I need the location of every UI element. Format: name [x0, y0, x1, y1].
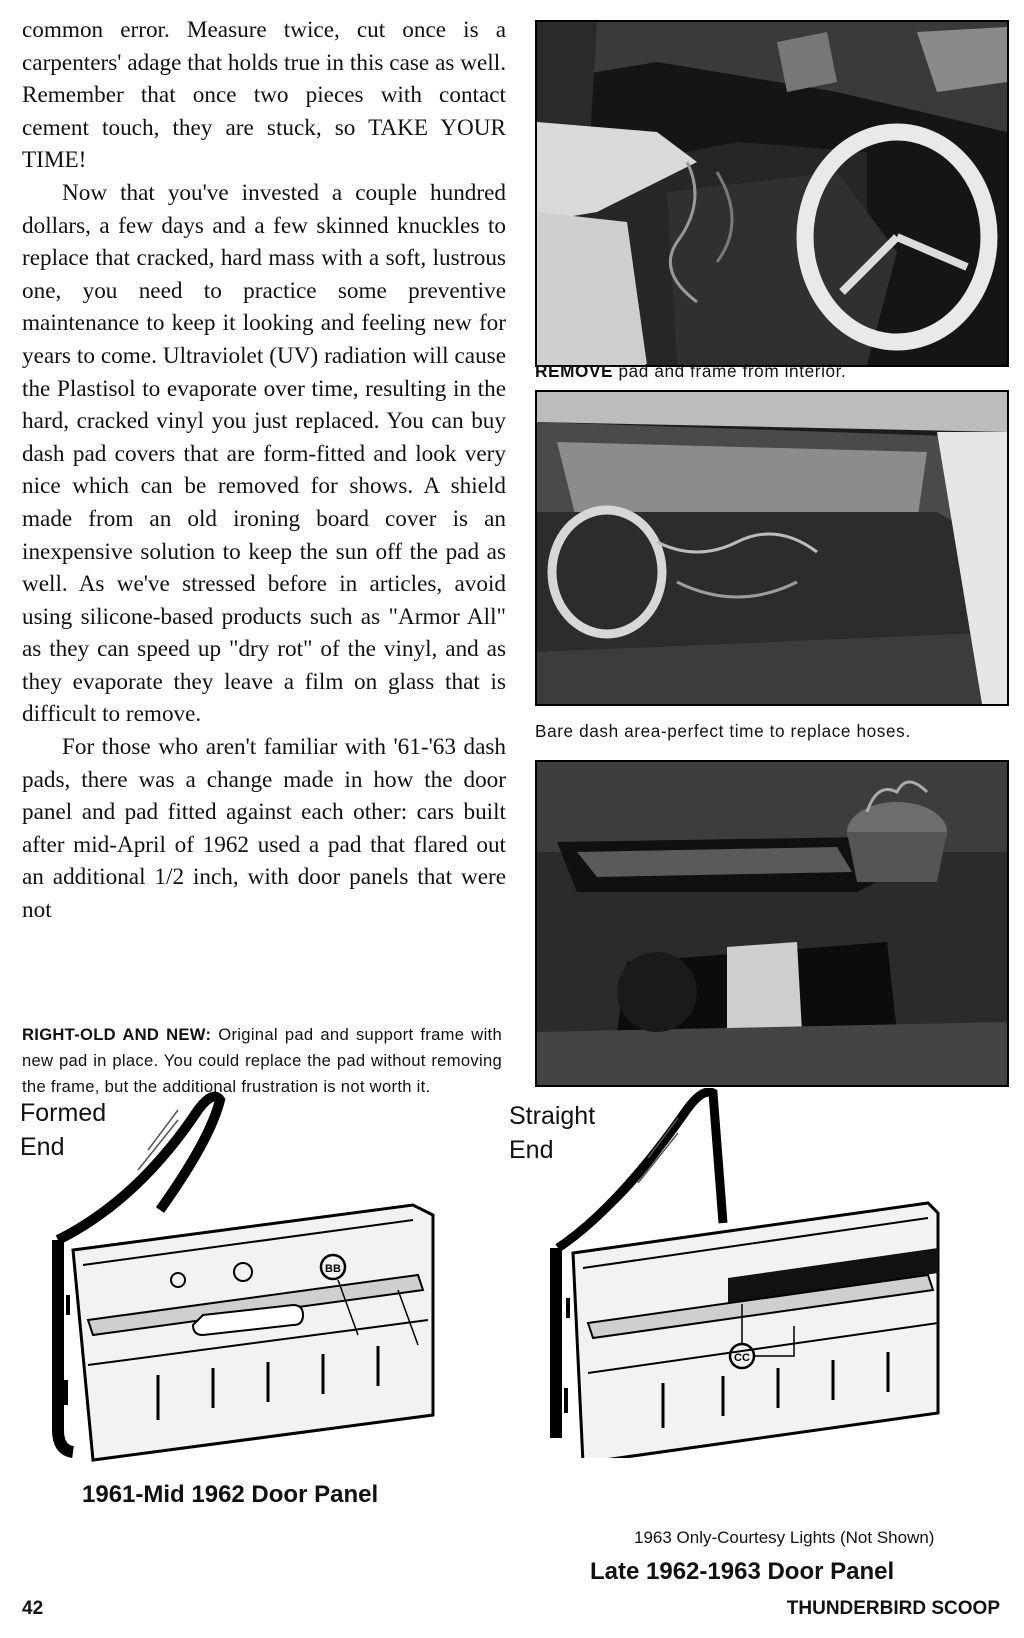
article-body	[22, 14, 506, 927]
end-label-line-2: End	[20, 1133, 65, 1161]
courtesy-lights-note: 1963 Only-Courtesy Lights (Not Shown)	[634, 1528, 935, 1547]
photo-caption-bare-dash	[535, 721, 1005, 742]
door-panel-1961-title: 1961-Mid 1962 Door Panel	[82, 1481, 379, 1508]
photo-old-and-new-pads	[535, 760, 1009, 1087]
photo-bare-dash	[535, 390, 1009, 706]
photo-interior-image	[537, 22, 1007, 365]
caption-lead: RIGHT-OLD AND NEW:	[22, 1025, 212, 1044]
door-panel-1963-title: Late 1962-1963 Door Panel	[590, 1558, 895, 1585]
article-paragraph-1: common error. Measure twice, cut once is a carpenters' adage that holds true in this case as well. Remember that once two pieces with contact cement touch, they are stuck, so TAKE YOUR TIME!	[22, 17, 506, 174]
end-label-line-1: Straight	[509, 1102, 596, 1130]
article-paragraph-3: For those who aren't familiar with '61-'63 dash pads, there was a change made in how the door panel and pad fitted against each other: cars built after mid-April of 1962 used a pad that flared out an additional 1/2 inch, with door panels that were not	[22, 734, 506, 924]
callout-bb: BB	[325, 1263, 341, 1275]
old-and-new-caption	[22, 1022, 502, 1100]
photo-caption-lead: REMOVE	[535, 361, 614, 381]
door-panel-1963-drawing	[528, 1088, 968, 1458]
caption-text: Original pad and support frame with new pad in place. You could replace the pad without removing the frame, but the additional frustration is not worth it.	[22, 1025, 502, 1096]
end-label-line-1: Formed	[20, 1099, 107, 1127]
publication-name: THUNDERBIRD SCOOP	[786, 1598, 1000, 1619]
door-panel-diagram-1961	[28, 1090, 458, 1465]
photo-interior-steering-wheel	[535, 20, 1009, 367]
door-panel-diagram-1962-1963	[528, 1088, 968, 1458]
photo-pads-image	[537, 762, 1007, 1085]
photo-bare-dash-image	[537, 392, 1007, 704]
end-label-line-2: End	[509, 1136, 554, 1164]
photo-caption-text: Bare dash area-perfect time to replace hoses.	[535, 721, 911, 741]
door-panel-1961-drawing	[28, 1090, 458, 1465]
page-number: 42	[22, 1598, 44, 1619]
callout-cc: CC	[734, 1352, 750, 1364]
article-paragraph-2: Now that you've invested a couple hundred dollars, a few days and a few skinned knuckles to replace that cracked, hard mass with a soft, lustrous one, you need to practice some preventive maintenance to keep it looking and feeling new for years to come. Ultraviolet (UV) radiation will cause the Plastisol to evaporate over time, resulting in the hard, cracked vinyl you just replaced. You can buy dash pad covers that are form-fitted and look very nice which can be removed for shows. A shield made from an old ironing board cover is an inexpensive solution to keep the sun off the pad as well. As we've stressed before in articles, avoid using silicone-based products such as "Armor All" as they can speed up "dry rot" of the vinyl, and as they evaporate they leave a film on glass that is difficult to remove.	[22, 179, 506, 728]
photo-caption-remove	[535, 361, 1005, 382]
photo-caption-text: pad and frame from interior.	[613, 361, 847, 381]
